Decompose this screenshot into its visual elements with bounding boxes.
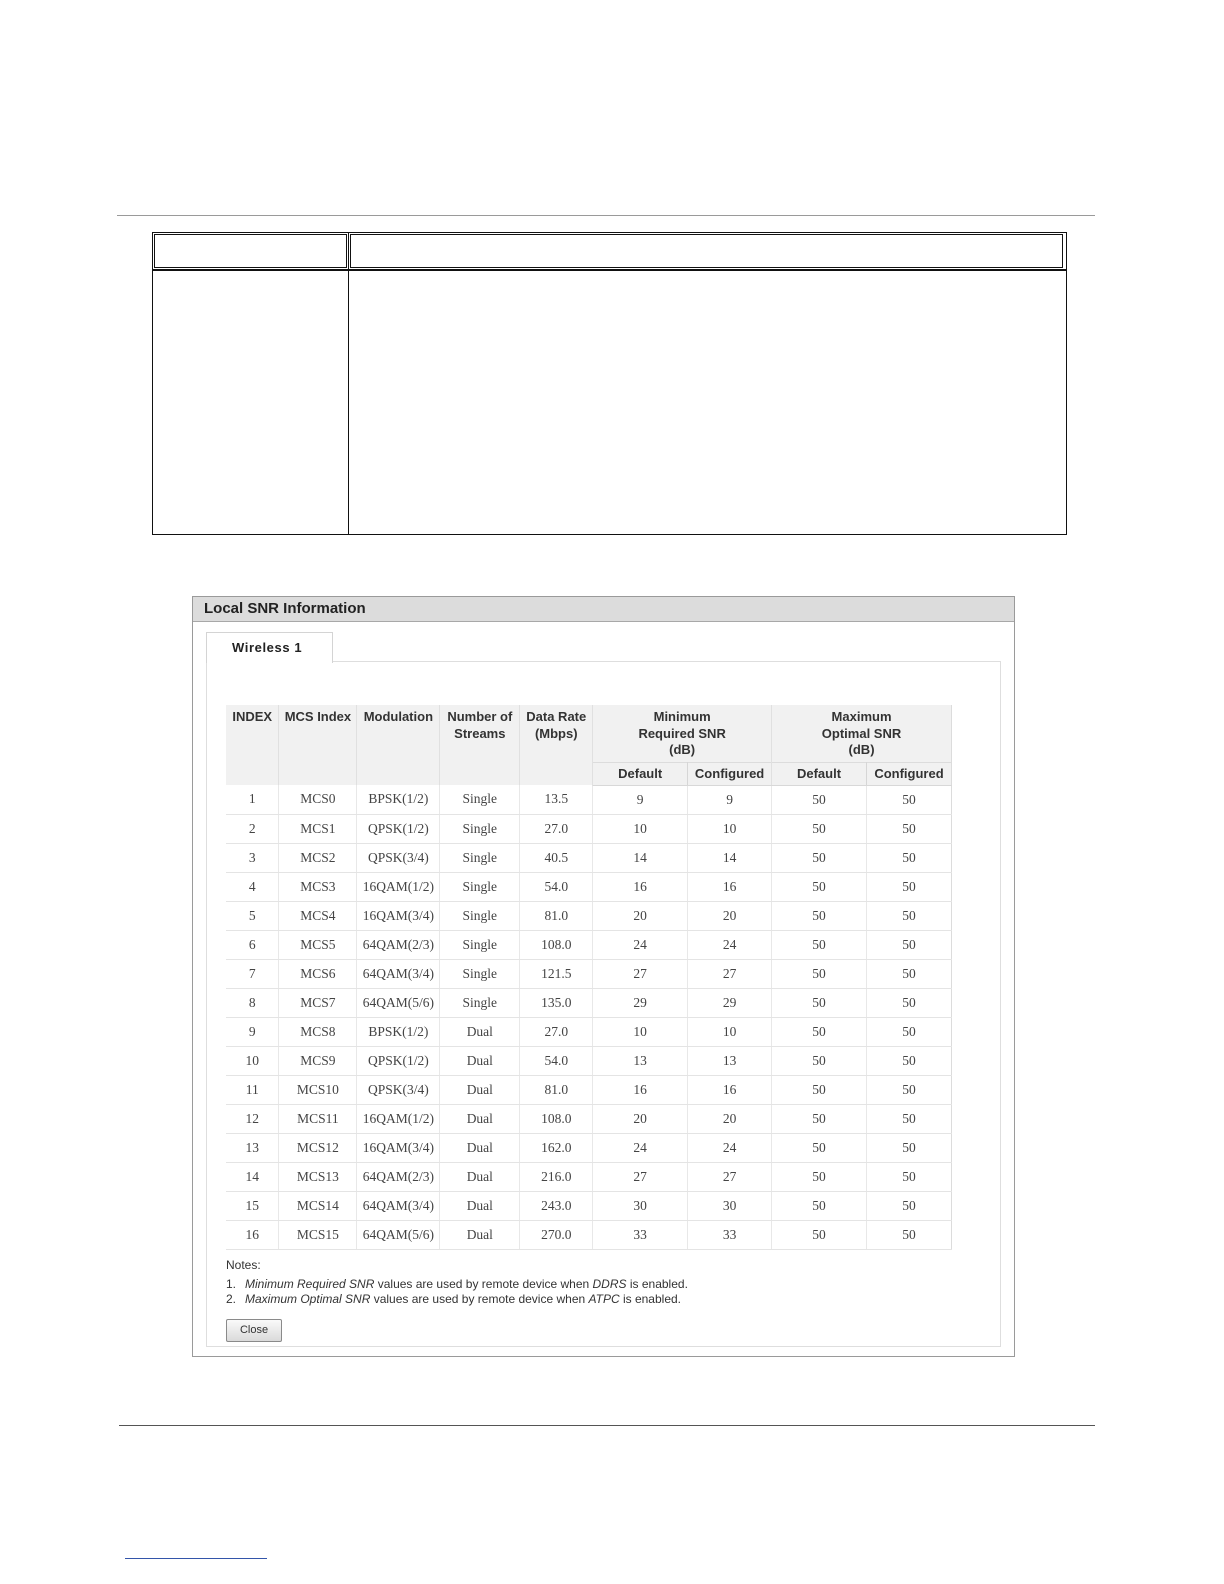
col-header-min-snr: Minimum Required SNR (dB) xyxy=(593,705,772,762)
col-header-streams: Number of Streams xyxy=(440,705,520,785)
cell-mcs: MCS12 xyxy=(279,1133,357,1162)
table-row xyxy=(226,901,952,930)
cell-min-default: 29 xyxy=(593,988,688,1017)
cell-min-configured: 16 xyxy=(688,872,772,901)
cell-streams: Single xyxy=(440,872,520,901)
col-header-min-configured: Configured xyxy=(688,762,772,785)
cell-index: 12 xyxy=(226,1104,279,1133)
document-table xyxy=(152,232,1067,535)
cell-mcs: MCS15 xyxy=(279,1220,357,1249)
cell-streams: Dual xyxy=(440,1075,520,1104)
cell-index: 4 xyxy=(226,872,279,901)
cell-streams: Single xyxy=(440,901,520,930)
cell-streams: Dual xyxy=(440,1191,520,1220)
footer-link-underline[interactable] xyxy=(125,1558,267,1559)
cell-min-configured: 33 xyxy=(688,1220,772,1249)
cell-mcs: MCS9 xyxy=(279,1046,357,1075)
cell-streams: Single xyxy=(440,785,520,814)
cell-min-configured: 24 xyxy=(688,1133,772,1162)
cell-index: 7 xyxy=(226,959,279,988)
cell-index: 1 xyxy=(226,785,279,814)
col-header-min-default: Default xyxy=(593,762,688,785)
cell-mcs: MCS5 xyxy=(279,930,357,959)
cell-index: 6 xyxy=(226,930,279,959)
panel-title: Local SNR Information xyxy=(193,597,1014,622)
cell-min-default: 13 xyxy=(593,1046,688,1075)
cell-modulation: QPSK(1/2) xyxy=(357,1046,440,1075)
cell-modulation: BPSK(1/2) xyxy=(357,785,440,814)
cell-min-default: 24 xyxy=(593,930,688,959)
cell-min-default: 10 xyxy=(593,814,688,843)
note-mid: values are used by remote device when xyxy=(374,1277,593,1291)
cell-min-configured: 20 xyxy=(688,901,772,930)
cell-index: 11 xyxy=(226,1075,279,1104)
cell-max-default: 50 xyxy=(772,1220,867,1249)
cell-index: 16 xyxy=(226,1220,279,1249)
col-header-max-configured: Configured xyxy=(866,762,951,785)
table-row xyxy=(226,959,952,988)
cell-modulation: QPSK(3/4) xyxy=(357,843,440,872)
cell-max-default: 50 xyxy=(772,872,867,901)
cell-streams: Single xyxy=(440,930,520,959)
snr-table xyxy=(226,705,952,1250)
cell-max-default: 50 xyxy=(772,1191,867,1220)
table-row xyxy=(226,1162,952,1191)
cell-min-default: 10 xyxy=(593,1017,688,1046)
cell-mcs: MCS11 xyxy=(279,1104,357,1133)
cell-max-configured: 50 xyxy=(866,872,951,901)
bottom-rule xyxy=(119,1425,1095,1426)
cell-max-default: 50 xyxy=(772,1017,867,1046)
cell-index: 10 xyxy=(226,1046,279,1075)
table-row xyxy=(226,1104,952,1133)
cell-max-default: 50 xyxy=(772,1046,867,1075)
cell-modulation: 64QAM(2/3) xyxy=(357,1162,440,1191)
cell-mcs: MCS1 xyxy=(279,814,357,843)
cell-modulation: 64QAM(2/3) xyxy=(357,930,440,959)
table-row xyxy=(226,988,952,1017)
cell-streams: Single xyxy=(440,988,520,1017)
cell-max-configured: 50 xyxy=(866,1191,951,1220)
cell-min-configured: 29 xyxy=(688,988,772,1017)
cell-max-default: 50 xyxy=(772,1075,867,1104)
cell-rate: 27.0 xyxy=(520,814,593,843)
cell-rate: 270.0 xyxy=(520,1220,593,1249)
notes-title: Notes: xyxy=(226,1258,261,1272)
cell-mcs: MCS14 xyxy=(279,1191,357,1220)
table-row xyxy=(226,843,952,872)
note-end: is enabled. xyxy=(626,1277,688,1291)
cell-max-configured: 50 xyxy=(866,814,951,843)
cell-max-default: 50 xyxy=(772,901,867,930)
cell-streams: Dual xyxy=(440,1017,520,1046)
cell-rate: 108.0 xyxy=(520,930,593,959)
cell-max-configured: 50 xyxy=(866,1017,951,1046)
cell-min-default: 24 xyxy=(593,1133,688,1162)
table-row xyxy=(226,1075,952,1104)
cell-min-configured: 27 xyxy=(688,1162,772,1191)
cell-rate: 81.0 xyxy=(520,1075,593,1104)
cell-min-default: 20 xyxy=(593,901,688,930)
cell-modulation: 64QAM(3/4) xyxy=(357,959,440,988)
cell-streams: Single xyxy=(440,843,520,872)
table-row xyxy=(226,1191,952,1220)
cell-min-configured: 13 xyxy=(688,1046,772,1075)
table-row xyxy=(226,785,952,814)
cell-max-default: 50 xyxy=(772,843,867,872)
table-row xyxy=(226,1017,952,1046)
cell-min-configured: 16 xyxy=(688,1075,772,1104)
cell-index: 3 xyxy=(226,843,279,872)
note-feature: ATPC xyxy=(588,1292,620,1306)
cell-rate: 13.5 xyxy=(520,785,593,814)
cell-mcs: MCS7 xyxy=(279,988,357,1017)
cell-max-configured: 50 xyxy=(866,1104,951,1133)
cell-mcs: MCS6 xyxy=(279,959,357,988)
cell-min-default: 30 xyxy=(593,1191,688,1220)
cell-rate: 135.0 xyxy=(520,988,593,1017)
cell-min-default: 9 xyxy=(593,785,688,814)
cell-index: 14 xyxy=(226,1162,279,1191)
cell-max-default: 50 xyxy=(772,785,867,814)
cell-index: 2 xyxy=(226,814,279,843)
col-header-data-rate: Data Rate (Mbps) xyxy=(520,705,593,785)
cell-max-default: 50 xyxy=(772,1104,867,1133)
cell-mcs: MCS0 xyxy=(279,785,357,814)
cell-max-configured: 50 xyxy=(866,901,951,930)
cell-rate: 121.5 xyxy=(520,959,593,988)
cell-rate: 243.0 xyxy=(520,1191,593,1220)
cell-min-default: 16 xyxy=(593,1075,688,1104)
cell-max-default: 50 xyxy=(772,814,867,843)
cell-modulation: BPSK(1/2) xyxy=(357,1017,440,1046)
cell-rate: 81.0 xyxy=(520,901,593,930)
cell-mcs: MCS10 xyxy=(279,1075,357,1104)
col-header-max-default: Default xyxy=(772,762,867,785)
cell-streams: Dual xyxy=(440,1133,520,1162)
cell-index: 8 xyxy=(226,988,279,1017)
cell-modulation: 64QAM(3/4) xyxy=(357,1191,440,1220)
table-row xyxy=(226,1220,952,1249)
cell-min-default: 16 xyxy=(593,872,688,901)
table-row xyxy=(226,872,952,901)
cell-mcs: MCS8 xyxy=(279,1017,357,1046)
col-header-max-snr: Maximum Optimal SNR (dB) xyxy=(772,705,952,762)
cell-streams: Dual xyxy=(440,1220,520,1249)
cell-modulation: QPSK(1/2) xyxy=(357,814,440,843)
cell-max-configured: 50 xyxy=(866,1220,951,1249)
cell-max-configured: 50 xyxy=(866,1133,951,1162)
cell-rate: 54.0 xyxy=(520,1046,593,1075)
cell-rate: 54.0 xyxy=(520,872,593,901)
top-rule xyxy=(117,215,1095,216)
cell-min-default: 27 xyxy=(593,1162,688,1191)
cell-min-default: 33 xyxy=(593,1220,688,1249)
cell-rate: 108.0 xyxy=(520,1104,593,1133)
cell-mcs: MCS4 xyxy=(279,901,357,930)
table-row xyxy=(226,930,952,959)
cell-min-configured: 14 xyxy=(688,843,772,872)
cell-modulation: 16QAM(1/2) xyxy=(357,1104,440,1133)
close-button[interactable]: Close xyxy=(226,1319,282,1342)
cell-min-configured: 10 xyxy=(688,1017,772,1046)
document-table-divider xyxy=(348,233,349,534)
cell-max-default: 50 xyxy=(772,1162,867,1191)
cell-streams: Single xyxy=(440,959,520,988)
document-table-header xyxy=(153,233,1066,271)
cell-max-configured: 50 xyxy=(866,988,951,1017)
cell-rate: 162.0 xyxy=(520,1133,593,1162)
note-term: Maximum Optimal SNR xyxy=(245,1292,371,1306)
header-row xyxy=(226,705,952,762)
cell-min-configured: 20 xyxy=(688,1104,772,1133)
cell-rate: 216.0 xyxy=(520,1162,593,1191)
tab-wireless-1[interactable]: Wireless 1 xyxy=(206,632,333,663)
cell-max-configured: 50 xyxy=(866,843,951,872)
table-row xyxy=(226,1133,952,1162)
cell-mcs: MCS13 xyxy=(279,1162,357,1191)
cell-index: 9 xyxy=(226,1017,279,1046)
document-table-header-right xyxy=(350,234,1063,268)
note-num: 2. xyxy=(226,1292,237,1306)
cell-mcs: MCS2 xyxy=(279,843,357,872)
local-snr-panel xyxy=(192,596,1015,1357)
cell-max-default: 50 xyxy=(772,988,867,1017)
cell-modulation: 64QAM(5/6) xyxy=(357,1220,440,1249)
cell-max-default: 50 xyxy=(772,1133,867,1162)
cell-max-configured: 50 xyxy=(866,930,951,959)
cell-max-configured: 50 xyxy=(866,1075,951,1104)
cell-max-default: 50 xyxy=(772,930,867,959)
note-end: is enabled. xyxy=(619,1292,682,1306)
notes xyxy=(226,1258,688,1307)
cell-streams: Dual xyxy=(440,1104,520,1133)
note-num: 1. xyxy=(226,1277,237,1291)
cell-rate: 40.5 xyxy=(520,843,593,872)
note-item xyxy=(226,1277,688,1292)
note-mid: values are used by remote device when xyxy=(370,1292,589,1306)
cell-modulation: QPSK(3/4) xyxy=(357,1075,440,1104)
note-item xyxy=(226,1292,688,1307)
col-header-index: INDEX xyxy=(226,705,279,785)
cell-rate: 27.0 xyxy=(520,1017,593,1046)
cell-mcs: MCS3 xyxy=(279,872,357,901)
cell-index: 15 xyxy=(226,1191,279,1220)
cell-max-configured: 50 xyxy=(866,785,951,814)
cell-min-configured: 24 xyxy=(688,930,772,959)
cell-max-configured: 50 xyxy=(866,1046,951,1075)
col-header-mcs-index: MCS Index xyxy=(279,705,357,785)
cell-min-configured: 9 xyxy=(688,785,772,814)
cell-streams: Dual xyxy=(440,1046,520,1075)
cell-max-default: 50 xyxy=(772,959,867,988)
cell-modulation: 16QAM(3/4) xyxy=(357,1133,440,1162)
cell-modulation: 16QAM(3/4) xyxy=(357,901,440,930)
cell-index: 5 xyxy=(226,901,279,930)
table-row xyxy=(226,1046,952,1075)
col-header-modulation: Modulation xyxy=(357,705,440,785)
note-term: Minimum Required SNR xyxy=(245,1277,375,1291)
cell-min-default: 14 xyxy=(593,843,688,872)
note-feature: DDRS xyxy=(592,1277,627,1291)
cell-index: 13 xyxy=(226,1133,279,1162)
cell-min-configured: 10 xyxy=(688,814,772,843)
cell-min-default: 20 xyxy=(593,1104,688,1133)
cell-streams: Single xyxy=(440,814,520,843)
cell-max-configured: 50 xyxy=(866,959,951,988)
table-row xyxy=(226,814,952,843)
document-table-header-left xyxy=(154,234,347,268)
cell-modulation: 16QAM(1/2) xyxy=(357,872,440,901)
cell-modulation: 64QAM(5/6) xyxy=(357,988,440,1017)
cell-max-configured: 50 xyxy=(866,1162,951,1191)
cell-min-configured: 30 xyxy=(688,1191,772,1220)
cell-min-default: 27 xyxy=(593,959,688,988)
cell-streams: Dual xyxy=(440,1162,520,1191)
cell-min-configured: 27 xyxy=(688,959,772,988)
